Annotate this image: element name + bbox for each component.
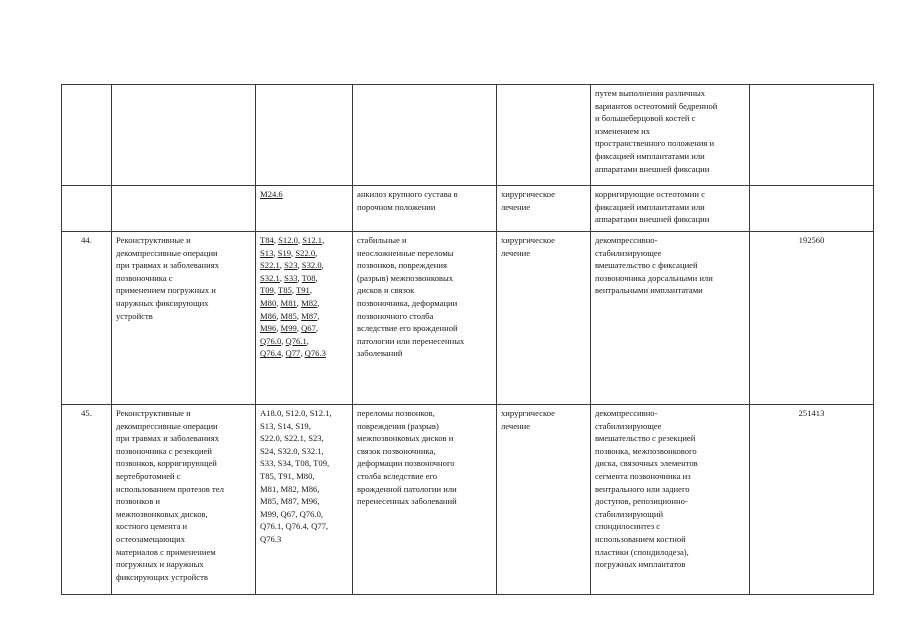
text-line: хирургическое [501, 408, 555, 418]
text-line: Реконструктивные и [116, 408, 191, 418]
code-line: Q76.0, Q76.1, [260, 335, 309, 346]
icd-code-link[interactable]: Q67 [301, 323, 316, 334]
text-line: вмешательство с резекцией [595, 433, 696, 444]
text-line: заболеваний [357, 348, 403, 359]
text-line: применением погружных и [116, 285, 216, 296]
text-line: позвонков, корригирующей [116, 458, 217, 469]
icd-code-link[interactable]: T08 [301, 272, 316, 283]
icd-code-link[interactable]: T84 [260, 235, 274, 245]
text-line: пластики (спондилодеза), [595, 546, 689, 557]
text-line: погружных имплантатов [595, 559, 686, 570]
icd-code-link[interactable]: M99 [280, 323, 297, 334]
text-line: наружных фиксирующих [116, 297, 209, 308]
code-line: M80, M81, M82, [260, 297, 320, 308]
text-line: лечение [501, 420, 531, 431]
text-line: устройств [116, 310, 153, 321]
code-line: S22.1, S23, S32.0, [260, 260, 324, 271]
cell-treatment [497, 405, 591, 595]
code-line: M99, Q67, Q76.0, [260, 508, 324, 519]
icd-code-link[interactable]: M80 [260, 297, 277, 308]
icd-code-link[interactable]: S13 [260, 247, 274, 258]
text-line: позвонка, межпозвонкового [595, 445, 697, 456]
code-line: M96, M99, Q67, [260, 323, 319, 334]
icd-code-link[interactable]: S12.0 [278, 235, 298, 245]
text-line: связок позвоночника, [357, 445, 436, 456]
code-line: S13, S19, S22.0, [260, 247, 318, 258]
text-line: позвоночника с [116, 272, 173, 283]
code-line: S24, S32.0, S32.1, [260, 445, 324, 456]
cell-method [591, 232, 750, 405]
text-line: лечение [501, 247, 531, 258]
cell-model [353, 232, 497, 405]
cell-number [62, 186, 112, 232]
text-line: порочном положении [357, 201, 436, 212]
icd-code-link[interactable]: S23 [284, 260, 298, 271]
text-line: позвоночного столба [357, 310, 434, 321]
text-line: стабильные и [357, 235, 407, 245]
text-line: дисков и связок [357, 285, 415, 296]
text-line: позвонков и [116, 496, 161, 507]
icd-code-link[interactable]: S32.0 [301, 260, 322, 271]
cell-cost [750, 85, 874, 186]
icd-code-link[interactable]: S22.1 [260, 260, 280, 271]
code-line: A18.0, S12.0, S12.1, [260, 408, 332, 418]
icd-code-link[interactable]: M81 [280, 297, 297, 308]
cell-method [591, 85, 750, 186]
icd-code-link[interactable]: Q77 [285, 348, 301, 359]
icd-code-link[interactable]: S32.1 [260, 272, 280, 283]
text-line: при травмах и заболеваниях [116, 433, 219, 444]
text-line: вмешательство с фиксацией [595, 260, 698, 271]
code-line: S13, S14, S19, [260, 420, 311, 431]
text-line: аппаратами внешней фиксации [595, 163, 710, 174]
text-line: вентрального или заднего [595, 483, 690, 494]
text-line: позвоночника с резекцией [116, 445, 212, 456]
text-line: патологии или перенесенных [357, 335, 465, 346]
icd-code-link[interactable]: Q76.0 [260, 335, 282, 346]
text-line: использованием костной [595, 533, 686, 544]
text-line: стабилизирующий [595, 508, 664, 519]
cell-model [353, 186, 497, 232]
table-row-44 [62, 232, 874, 405]
text-line: повреждения (разрыв) [357, 420, 439, 431]
code-line: S22.0, S22.1, S23, [260, 433, 324, 444]
icd-code-link[interactable]: S33 [284, 272, 298, 283]
text-line: при травмах и заболеваниях [116, 260, 219, 271]
cell-codes [256, 405, 353, 595]
text-line: неосложненные переломы [357, 247, 454, 258]
text-line: фиксацией имплантатами или [595, 150, 705, 161]
text-line: Реконструктивные и [116, 235, 191, 245]
code-line: Q76.3 [260, 533, 282, 544]
text-line: остеозамещающих [116, 533, 186, 544]
text-line: погружных и наружных [116, 559, 204, 570]
cell-treatment [497, 186, 591, 232]
text-line: столба вследствие его [357, 470, 438, 481]
icd-code-link[interactable]: S19 [277, 247, 292, 258]
text-line: межпозвонковых дисков и [357, 433, 454, 444]
text-line: позвонков, повреждения [357, 260, 447, 271]
cell-treatment [497, 85, 591, 186]
code-line: M86, M85, M87, [260, 310, 320, 321]
text-line: использованием протезов тел [116, 483, 224, 494]
code-line: S32.1, S33, T08, [260, 272, 318, 283]
text-line: хирургическое [501, 189, 555, 199]
icd-code-link[interactable]: T85 [278, 285, 292, 296]
icd-code-link[interactable]: Q76.1 [285, 335, 307, 346]
text-line: вентральными имплантатами [595, 285, 703, 296]
cell-name [112, 85, 256, 186]
row-number: 44. [62, 232, 112, 405]
text-line: декомпрессивно- [595, 235, 658, 245]
icd-code-link[interactable]: Q76.3 [304, 348, 326, 359]
cell-cost: 192560 [750, 232, 874, 405]
text-line: аппаратами внешней фиксации [595, 214, 710, 225]
cell-codes [256, 232, 353, 405]
row-number: 45. [62, 405, 112, 595]
cell-cost: 251413 [750, 405, 874, 595]
text-line: переломы позвонков, [357, 408, 435, 418]
cell-codes [256, 186, 353, 232]
text-line: декомпрессивные операции [116, 247, 218, 258]
text-line: позвоночника, деформации [357, 297, 458, 308]
cell-model [353, 85, 497, 186]
text-line: межпозвонковых дисков, [116, 508, 208, 519]
text-line: декомпрессивные операции [116, 420, 218, 431]
text-line: пространственного положения и [595, 138, 715, 149]
text-line: деформации позвоночного [357, 458, 455, 469]
icd-code-link[interactable]: Q76.4 [260, 348, 282, 359]
text-line: (разрыв) межпозвонковых [357, 272, 454, 283]
cell-treatment [497, 232, 591, 405]
text-line: вариантов остеотомий бедренной [595, 100, 718, 111]
text-line: лечение [501, 201, 531, 212]
icd-code-link[interactable]: M86 [260, 310, 277, 321]
code-line: M85, M87, M96, [260, 496, 320, 507]
text-line: перенесенных заболеваний [357, 496, 457, 507]
text-line: фиксирующих устройств [116, 571, 208, 582]
cell-name [112, 405, 256, 595]
text-line: доступов, репозиционно- [595, 496, 688, 507]
code-line: M81, M82, M86, [260, 483, 320, 494]
cell-codes [256, 85, 353, 186]
medical-care-table [61, 84, 874, 595]
text-line: корригирующие остеотомии с [595, 189, 705, 199]
text-line: врожденной патологии или [357, 483, 457, 494]
icd-code-link[interactable]: S22.0 [295, 247, 316, 258]
text-line: материалов с применением [116, 546, 216, 557]
table-row-continuation [62, 85, 874, 186]
text-line: путем выполнения различных [595, 88, 706, 98]
icd-code-link[interactable]: M24.6 [260, 189, 283, 199]
text-line: и большеберцовой костей с [595, 113, 696, 124]
code-line: S33, S34, T08, T09, [260, 458, 330, 469]
icd-code-link[interactable]: S12.1 [302, 235, 323, 245]
text-line: сегмента позвоночника из [595, 470, 691, 481]
code-line: Q76.4, Q77, Q76.3 [260, 348, 326, 359]
table-row-45 [62, 405, 874, 595]
table-row-m24 [62, 186, 874, 232]
cell-model [353, 405, 497, 595]
text-line: позвоночника дорсальными или [595, 272, 713, 283]
text-line: хирургическое [501, 235, 555, 245]
text-line: стабилизирующее [595, 247, 662, 258]
text-line: стабилизирующее [595, 420, 662, 431]
text-line: костного цемента и [116, 521, 188, 532]
icd-code-link[interactable]: M87 [301, 310, 318, 321]
cell-cost [750, 186, 874, 232]
text-line: изменением их [595, 125, 651, 136]
cell-method [591, 405, 750, 595]
text-line: вертебротомией с [116, 470, 181, 481]
text-line: спондилосинтез с [595, 521, 661, 532]
cell-name [112, 232, 256, 405]
text-line: вследствие его врожденной [357, 323, 458, 334]
icd-code-link[interactable]: M82 [301, 297, 318, 308]
text-line: фиксацией имплантатами или [595, 201, 705, 212]
icd-code-link[interactable]: M85 [280, 310, 297, 321]
text-line: диска, связочных элементов [595, 458, 698, 469]
code-line: Q76.1, Q76.4, Q77, [260, 521, 329, 532]
text-line: декомпрессивно- [595, 408, 658, 418]
code-line: T09, T85, T91, [260, 285, 312, 296]
cell-method [591, 186, 750, 232]
cell-name [112, 186, 256, 232]
icd-code-link[interactable]: M96 [260, 323, 277, 334]
icd-code-link[interactable]: T09 [260, 285, 274, 296]
code-line: T85, T91, M80, [260, 470, 315, 481]
cell-number [62, 85, 112, 186]
icd-code-link[interactable]: T91 [296, 285, 310, 296]
text-line: анкилоз крупного сустава в [357, 189, 458, 199]
code-line: T84, S12.0, S12.1, [260, 235, 325, 245]
